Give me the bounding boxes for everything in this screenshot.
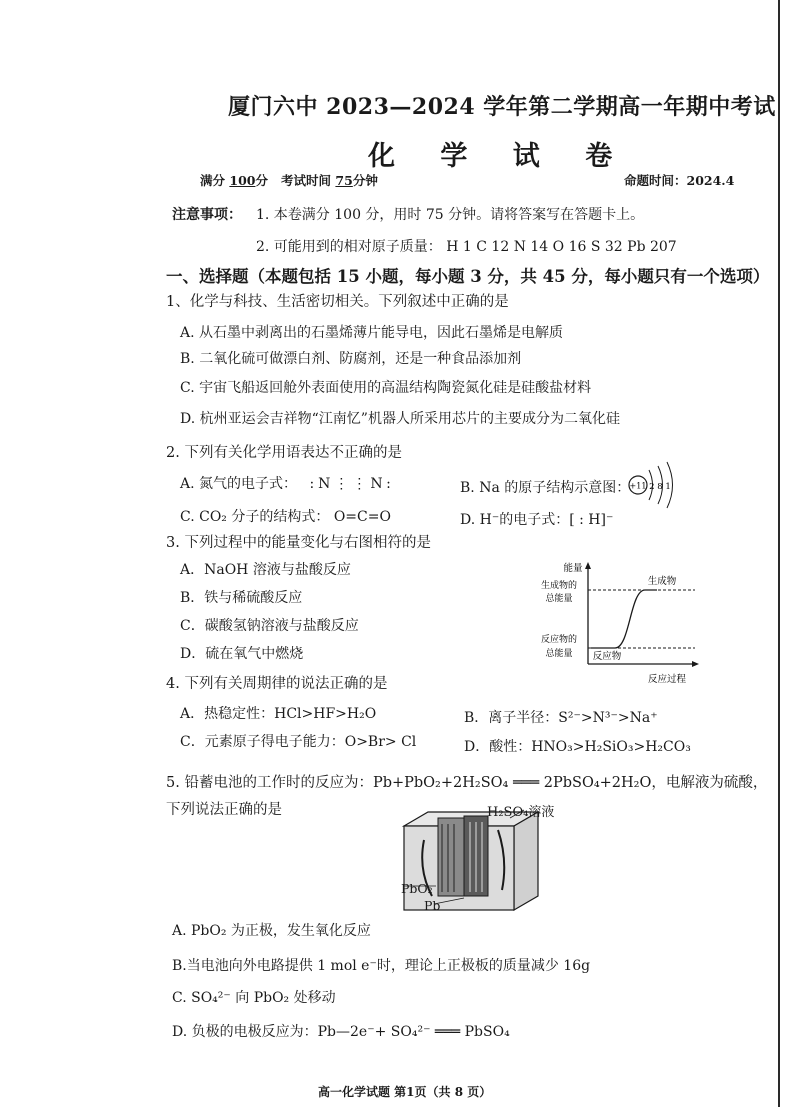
q1-option-c: C. 宇宙飞船返回舱外表面使用的高温结构陶瓷氮化硅是硅酸盐材料 (180, 380, 592, 396)
time-label: 考试时间 (281, 173, 332, 188)
reactant-tag: 反应物 (592, 651, 622, 662)
time-unit: 分钟 (352, 173, 378, 188)
q2-option-c: C. CO₂ 分子的结构式： O=C=O (180, 509, 391, 525)
y-axis-label: 能量 (563, 563, 583, 574)
reactant-energy-label-2: 总能量 (545, 649, 573, 659)
product-energy-label-2: 总能量 (545, 594, 573, 604)
time-value: 75 (335, 173, 353, 188)
y-axis-arrow (585, 562, 591, 569)
exam-date: 命题时间：2024.4 (624, 173, 735, 188)
q4-option-c: C．元素原子得电子能力：O>Br> Cl (180, 734, 417, 750)
q3-option-d: D．硫在氧气中燃烧 (180, 646, 304, 662)
exam-meta (200, 171, 378, 189)
q1-option-d: D. 杭州亚运会吉祥物“江南忆”机器人所采用芯片的主要成分为二氧化硅 (180, 411, 620, 427)
q5-option-a: A. PbO₂ 为正极，发生氧化反应 (172, 923, 371, 939)
q2-option-d: D. H⁻的电子式：[ : H]⁻ (460, 512, 614, 528)
q4-option-d: D．酸性：HNO₃>H₂SiO₃>H₂CO₃ (464, 739, 691, 755)
q1-option-a: A. 从石墨中剥离出的石墨烯薄片能导电，因此石墨烯是电解质 (180, 325, 564, 341)
notes-item-2: 2. 可能用到的相对原子质量： H 1 C 12 N 14 O 16 S 32 Pb 207 (256, 239, 677, 255)
product-tag: 生成物 (647, 576, 677, 587)
score-value: 100 (229, 173, 256, 188)
q3-stem: 3. 下列过程中的能量变化与右图相符的是 (166, 535, 431, 551)
q3-option-c: C．碳酸氢钠溶液与盐酸反应 (180, 618, 359, 634)
score-unit: 分 (255, 173, 268, 188)
page-footer: 高一化学试题 第1页（共 8 页） (318, 1085, 492, 1099)
shell-electrons: 2 8 1 (649, 482, 671, 492)
section-heading: 一、选择题（本题包括 15 小题，每小题 3 分，共 45 分，每小题只有一个选项） (166, 267, 770, 286)
q5-stem-line-1: 5. 铅蓄电池的工作时的反应为：Pb+PbO₂+2H₂SO₄ ═══ 2PbSO₄+2H₂O，电解液为硫酸， (166, 775, 768, 791)
q4-stem: 4. 下列有关周期律的说法正确的是 (166, 676, 388, 692)
q3-option-a: A．NaOH 溶液与盐酸反应 (180, 562, 351, 578)
figure-label-pbo2: PbO₂ (401, 881, 433, 896)
exam-subtitle: 化 学 试 卷 (368, 141, 631, 172)
reactant-energy-label-1: 反应物的 (540, 635, 578, 645)
q5-option-b: B.当电池向外电路提供 1 mol e⁻时，理论上正极板的质量减少 16g (172, 958, 591, 974)
na-atom-structure-diagram (625, 460, 685, 510)
figure-label-acid: H₂SO₄溶液 (487, 805, 555, 820)
x-axis-label: 反应过程 (647, 674, 687, 685)
q4-option-a: A．热稳定性：HCl>HF>H₂O (180, 706, 377, 722)
page-edge-line (778, 0, 780, 1107)
q2-stem: 2. 下列有关化学用语表达不正确的是 (166, 445, 402, 461)
score-label: 满分 (200, 173, 226, 188)
q2-option-a-label: A. 氮气的电子式： (180, 476, 298, 492)
nucleus-charge: +11 (629, 481, 647, 491)
q3-option-b: B．铁与稀硫酸反应 (180, 590, 303, 606)
notes-label: 注意事项： (172, 207, 242, 223)
product-energy-label-1: 生成物的 (540, 581, 578, 591)
q1-option-b: B. 二氧化硫可做漂白剂、防腐剂，还是一种食品添加剂 (180, 351, 522, 367)
x-axis-arrow (692, 661, 699, 667)
tank-side (514, 812, 538, 910)
q5-option-c: C. SO₄²⁻ 向 PbO₂ 处移动 (172, 990, 336, 1006)
q1-stem: 1、化学与科技、生活密切相关。下列叙述中正确的是 (166, 294, 509, 310)
q5-option-d: D. 负极的电极反应为：Pb—2e⁻+ SO₄²⁻ ═══ PbSO₄ (172, 1024, 510, 1040)
q5-stem-line-2: 下列说法正确的是 (166, 802, 282, 818)
q2-option-a (180, 473, 395, 493)
q2-option-b: B. Na 的原子结构示意图： (460, 480, 631, 496)
q4-option-b: B．离子半径：S²⁻>N³⁻>Na⁺ (464, 710, 658, 726)
energy-curve (591, 590, 657, 648)
exam-title: 厦门六中 2023—2024 学年第二学期高一年期中考试 (228, 94, 776, 120)
figure-label-pb: Pb (424, 898, 441, 913)
q2-option-a-formula: :N⋮⋮N: (309, 476, 395, 492)
energy-profile-diagram (535, 560, 715, 690)
notes-item-1: 1. 本卷满分 100 分，用时 75 分钟。请将答案写在答题卡上。 (256, 207, 645, 223)
